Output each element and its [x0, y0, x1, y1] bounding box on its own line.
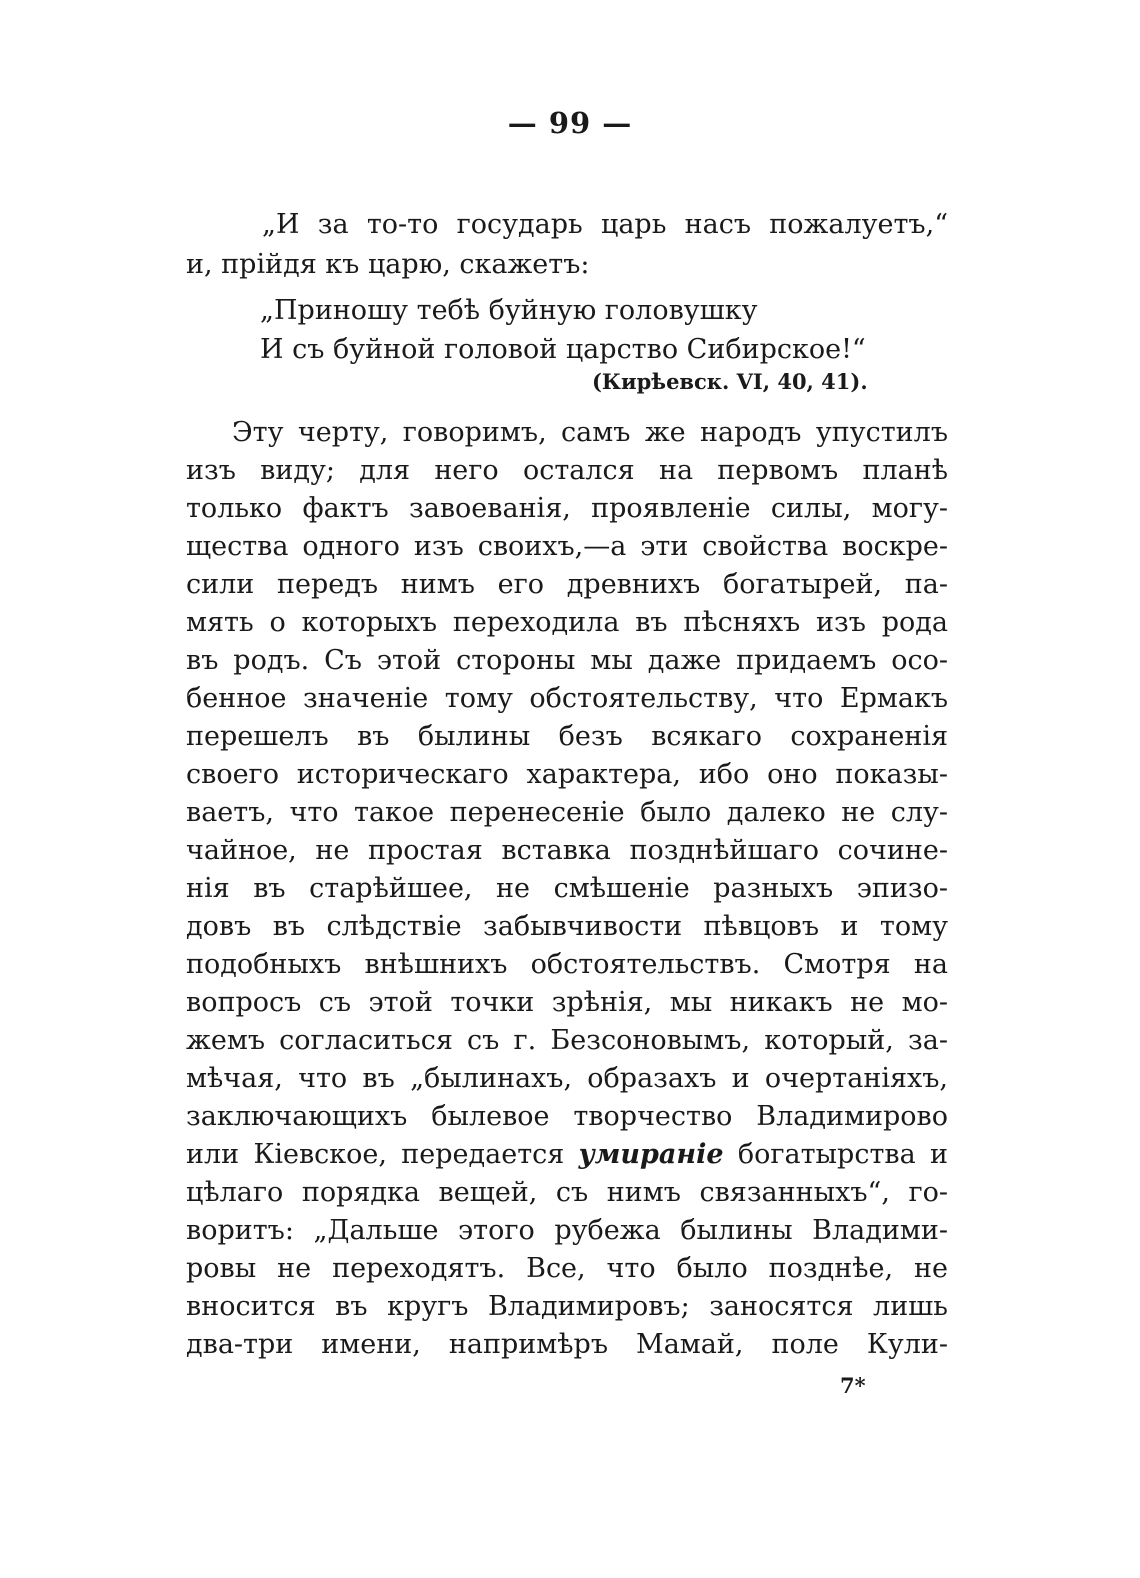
body-line: только фактъ завоеванія, проявленіе силы, могу- [186, 493, 948, 524]
body-line: нія въ старѣйшее, не смѣшеніе разныхъ эпизо- [186, 873, 948, 904]
body-line: воритъ: „Дальше этого рубежа былины Владими- [186, 1215, 948, 1246]
body-line: ровы не переходятъ. Все, что было позднѣе, не [186, 1253, 948, 1284]
quote-line-2: и, прійдя къ царю, скажетъ: [186, 249, 590, 280]
citation: (Кирѣевск. VI, 40, 41). [592, 369, 868, 394]
body-line: вопросъ съ этой точки зрѣнія, мы никакъ не мо- [186, 987, 948, 1018]
signature-mark: 7* [840, 1373, 866, 1398]
verse-line-1: „Приношу тебѣ буйную головушку [260, 295, 758, 326]
body-line: подобныхъ внѣшнихъ обстоятельствъ. Смотря на [186, 949, 948, 980]
body-line: мѣчая, что въ „былинахъ, образахъ и очертаніяхъ, [186, 1063, 948, 1094]
body-line: бенное значеніе тому обстоятельству, что Ермакъ [186, 683, 948, 714]
body-line: изъ виду; для него остался на первомъ планѣ [186, 455, 948, 486]
body-line: сили передъ нимъ его древнихъ богатырей, па- [186, 569, 948, 600]
body-line: цѣлаго порядка вещей, съ нимъ связанныхъ“, го- [186, 1177, 948, 1208]
body-line: въ родъ. Съ этой стороны мы даже придаемъ осо- [186, 645, 948, 676]
body-line-start: или Кіевское, передается [186, 1139, 579, 1170]
italic-emphasis: умираніе [578, 1139, 724, 1170]
page-number: — 99 — [507, 106, 633, 140]
body-line: чайное, не простая вставка позднѣйшаго сочине- [186, 835, 948, 866]
body-line: своего историческаго характера, ибо оно показы- [186, 759, 948, 790]
quote-line-1: „И за то-то государь царь насъ пожалуетъ,“ [262, 209, 948, 240]
body-line: перешелъ въ былины безъ всякаго сохраненія [186, 721, 948, 752]
body-line: жемъ согласиться съ г. Безсоновымъ, который, за- [186, 1025, 948, 1056]
body-line: ваетъ, что такое перенесеніе было далеко не слу- [186, 797, 948, 828]
body-line: щества одного изъ своихъ,—а эти свойства воскре- [186, 531, 948, 562]
body-line-end: богатырства и [723, 1139, 948, 1170]
body-line [186, 1136, 948, 1174]
verse-line-2: И съ буйной головой царство Сибирское!“ [260, 334, 866, 365]
body-line: заключающихъ былевое творчество Владимирово [186, 1101, 948, 1132]
body-line: довъ въ слѣдствіе забывчивости пѣвцовъ и тому [186, 911, 948, 942]
body-line: Эту черту, говоримъ, самъ же народъ упустилъ [232, 417, 948, 448]
body-line: мять о которыхъ переходила въ пѣсняхъ изъ рода [186, 607, 948, 638]
body-line: вносится въ кругъ Владимировъ; заносятся лишь [186, 1291, 948, 1322]
body-line: два-три имени, напримѣръ Мамай, поле Кули- [186, 1329, 948, 1360]
